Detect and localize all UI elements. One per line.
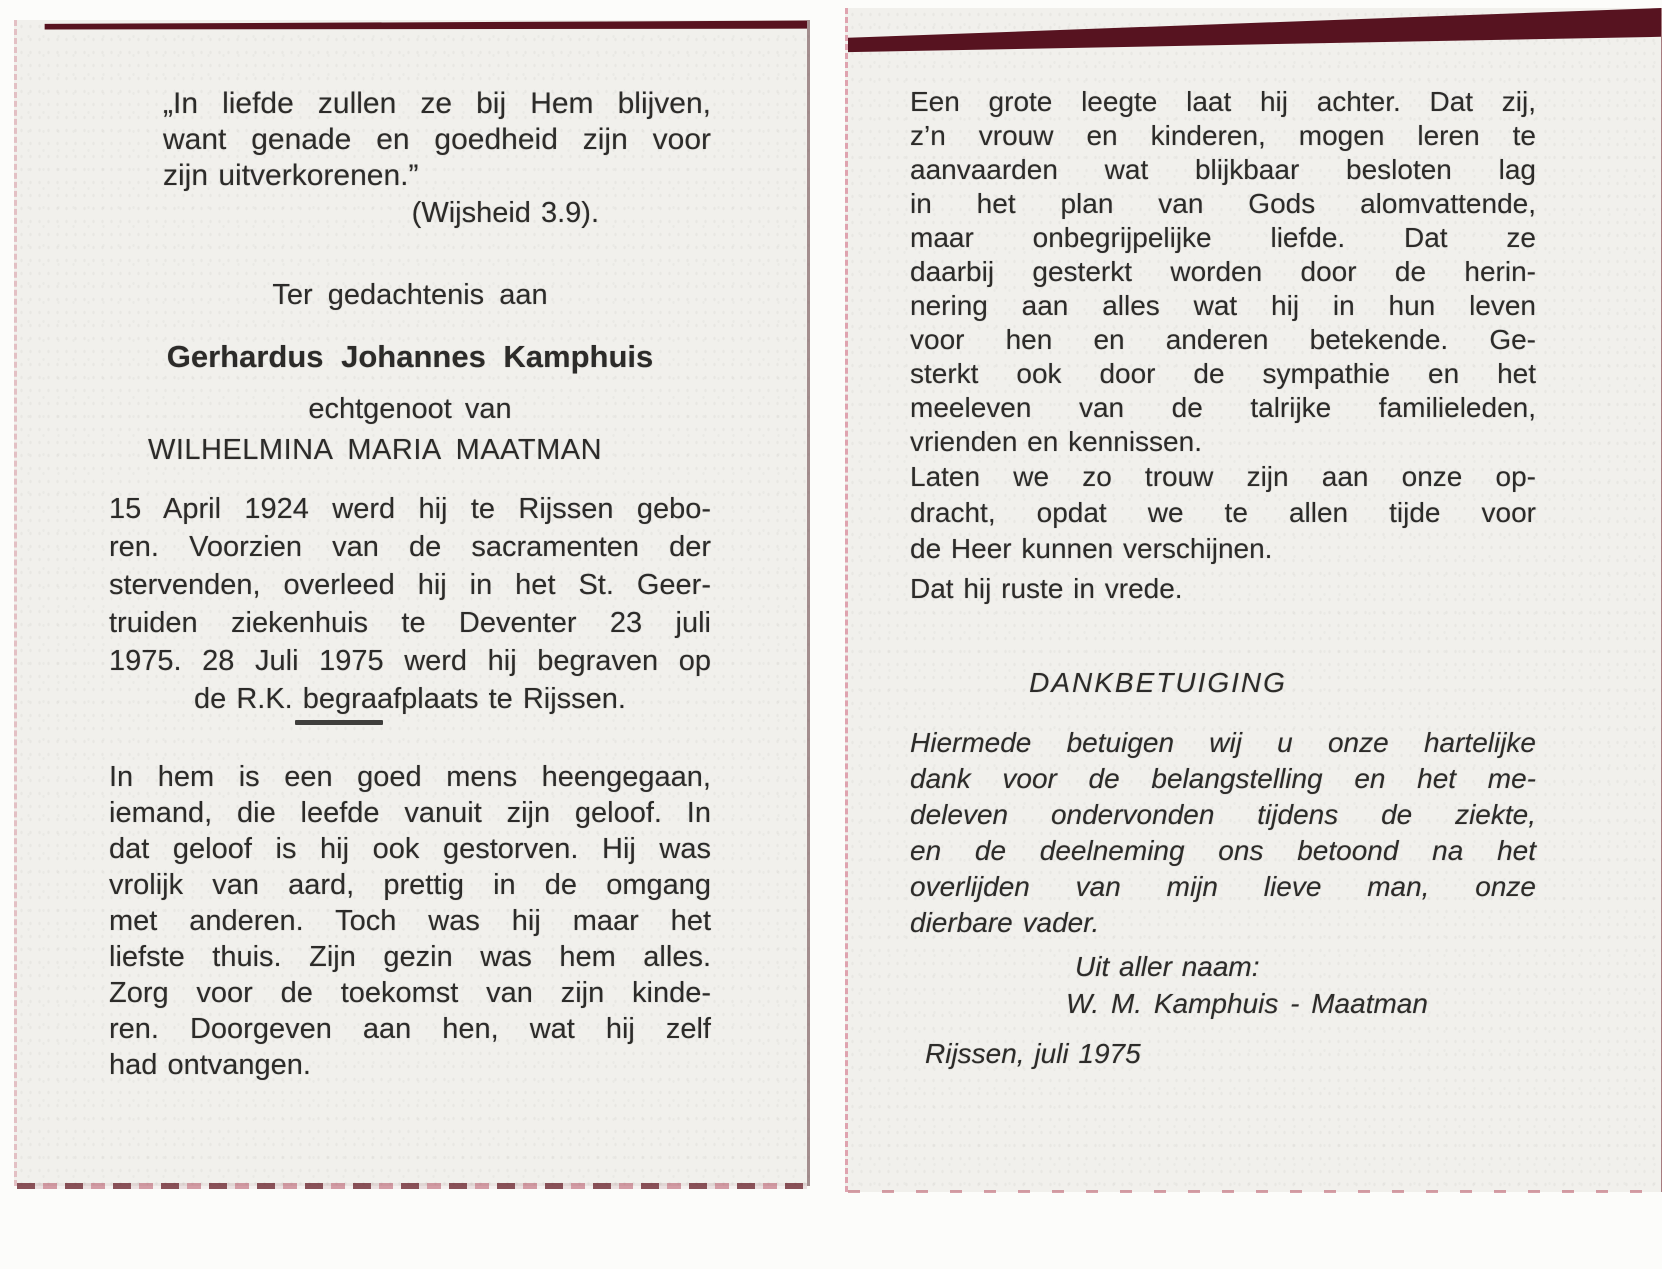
deceased-name: Gerhardus Johannes Kamphuis [166,339,654,374]
memorial-card-left-page [14,20,810,1186]
left-page-content [17,86,807,1252]
signature-name: W. M. Kamphuis - Maatman [1066,988,1428,1019]
place-date-line: Rijssen, juli 1975 [925,1038,1141,1069]
rest-in-peace-line: Dat hij ruste in vrede. [910,573,1183,604]
dedication-line: Ter gedachtenis aan [272,279,548,311]
eulogy-paragraph: In hem is een goed mens heengegaan, iemand, die leefde vanuit zijn geloof. In dat geloof is hij ook gestorven. Hij was vrolijk van aard, prettig in de omgang met anderen. Toch was hij maar het liefste thuis. Zijn gezin was hem alles. Zorg voor de toekomst van zijn kinde- ren. Doorgeven aan hen, wat hij zelf had ontvangen. [109,761,711,1081]
relation-line: echtgenoot van [308,393,512,425]
scripture-reference: (Wijsheid 3.9). [411,197,599,229]
card-top-edge-band [17,20,807,34]
spouse-name: WILHELMINA MARIA MAATMAN [147,434,603,466]
acknowledgement-heading: DANKBETUIGING [1029,667,1287,698]
signature-intro: Uit aller naam: [1075,951,1260,982]
section-divider [295,720,383,725]
scripture-quote: „In liefde zullen ze bij Hem blijven, want genade en goedheid zijn voor zijn uitverkorenen.” [163,87,711,192]
biography-paragraph: 15 April 1924 werd hij te Rijssen gebo- ren. Voorzien van de sacramenten der stervenden, overleed hij in het St. Geer- truiden ziekenhuis te Deventer 23 juli 1975. 28 Juli 1975 werd hij begraven op de R.K. begraafplaats te Rijssen. [109,493,711,715]
commitment-paragraph: Laten we zo trouw zijn aan onze op- dracht, opdat we te allen tijde voor de Heer kunnen verschijnen. [910,461,1536,564]
acknowledgement-paragraph: Hiermede betuigen wij u onze hartelijke dank voor de belangstelling en het me- deleven ondervonden tijdens de ziekte, en de deelneming ons betoond na het overlijden van mijn lieve man, onze dierbare vader. [910,727,1536,938]
farewell-paragraph: Een grote leegte laat hij achter. Dat zij, z’n vrouw en kinderen, mogen leren te aanvaarden wat blijkbaar besloten lag in het plan van Gods alomvattende, maar onbegrijpelijke liefde. Dat ze daarbij gesterkt worden door de herin- nering aan alles wat hij in hun leven voor hen en anderen betekende. Ge- sterkt ook door de sympathie en het meeleven van de talrijke familieleden, vrienden en kennissen. [910,86,1536,457]
memorial-card-right-page [845,8,1662,1192]
right-page-content [848,85,1661,1269]
card-top-edge-band [848,8,1661,56]
